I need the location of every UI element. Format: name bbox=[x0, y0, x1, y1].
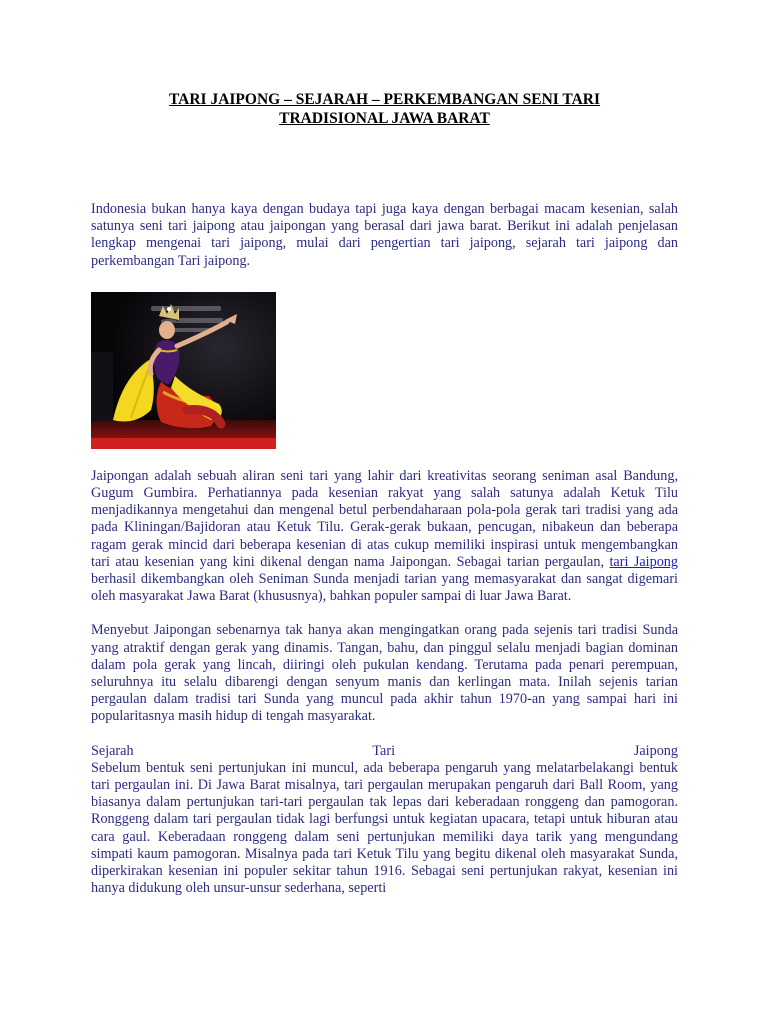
history-section bbox=[91, 743, 678, 898]
history-heading-word-3: Jaipong bbox=[633, 742, 678, 759]
document-page bbox=[91, 90, 678, 897]
document-title bbox=[91, 90, 678, 128]
para2-text-after: berhasil dikembangkan oleh Seniman Sunda menjadi tarian yang memasyarakat dan sangat digemari oleh masyarakat Jawa Barat (khususnya), bahkan populer sampai di luar Jawa Barat. bbox=[91, 571, 678, 605]
history-heading-word-2: Tari bbox=[372, 742, 396, 759]
title-line-2: TRADISIONAL JAWA BARAT bbox=[279, 110, 490, 127]
history-heading bbox=[91, 743, 678, 760]
para2-text-before: Jaipongan adalah sebuah aliran seni tari yang lahir dari kreativitas seorang seniman asal Bandung, Gugum Gumbira. Perhatiannya pada kesenian rakyat yang salah satunya adalah Ketuk Tilu menjadikannya mengetahui dan mengenal betul perbendaharaan pola-pola gerak tari tradisi yang ada pada Kliningan/Bajidoran atau Ketuk Tilu. Gerak-gerak bukaan, pencugan, nibakeun dan beberapa ragam gerak mincid dari beberapa kesenian di atas cukup memiliki inspirasi untuk mengembangkan tari atau kesenian yang kini dikenal dengan nama Jaipongan. Sebagai tarian pergaulan, bbox=[91, 467, 678, 570]
intro-paragraph: Indonesia bukan hanya kaya dengan budaya tapi juga kaya dengan berbagai macam kesenian, salah satunya seni tari jaipong atau jaipongan yang berasal dari jawa barat. Berikut ini adalah penjelasan lengkap mengenai tari jaipong, mulai dari pengertian tari jaipong, sejarah tari jaipong dan perkembangan Tari jaipong. bbox=[91, 201, 678, 269]
jaipongan-description-paragraph: Menyebut Jaipongan sebenarnya tak hanya akan mengingatkan orang pada sejenis tari tradisi Sunda yang atraktif dengan gerak yang dinamis. Tangan, bahu, dan pinggul selalu menjadi bagian dominan dalam pola gerak yang lincah, diiringi oleh pukulan kendang. Terutama pada penari perempuan, seluruhnya itu selalu dibarengi dengan senyum manis dan kerlingan mata. Inilah sejenis tarian pergaulan dalam tradisi tari Sunda yang muncul pada akhir tahun 1970-an yang sampai hari ini popularitasnya masih hidup di tengah masyarakat. bbox=[91, 622, 678, 725]
tari-jaipong-link[interactable]: tari Jaipong bbox=[609, 553, 678, 570]
history-body: Sebelum bentuk seni pertunjukan ini muncul, ada beberapa pengaruh yang melatarbelakangi bentuk tari pergaulan ini. Di Jawa Barat misalnya, tari pergaulan merupakan pengaruh dari Ball Room, yang biasanya dalam pertunjukan tari-tari pergaulan tak lepas dari keberadaan ronggeng dan pamogoran. Ronggeng dalam tari pergaulan tidak lagi berfungsi untuk kegiatan upacara, tetapi untuk hiburan atau cara gaul. Keberadaan ronggeng dalam seni pertunjukan memiliki daya tarik yang mengundang simpati kaum pamogoran. Misalnya pada tari Ketuk Tilu yang begitu dikenal oleh masyarakat Sunda, diperkirakan kesenian ini populer sekitar tahun 1916. Sebagai seni pertunjukan rakyat, kesenian ini hanya didukung oleh unsur-unsur sederhana, seperti bbox=[91, 759, 678, 897]
jaipongan-definition-paragraph bbox=[91, 468, 678, 606]
jaipong-dancer-photo bbox=[91, 292, 276, 449]
history-heading-word-1: Sejarah bbox=[91, 742, 134, 759]
title-line-1: TARI JAIPONG – SEJARAH – PERKEMBANGAN SENI TARI bbox=[168, 91, 601, 108]
